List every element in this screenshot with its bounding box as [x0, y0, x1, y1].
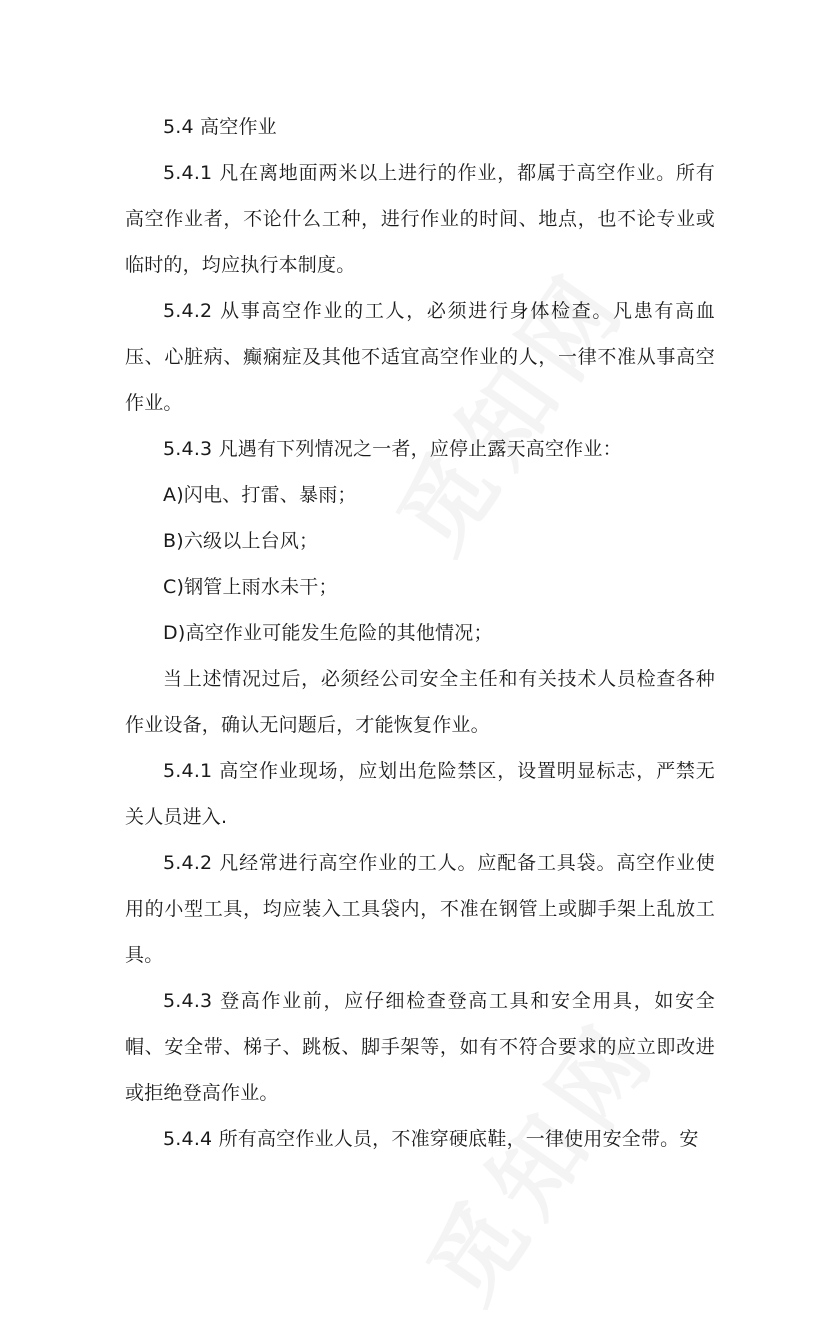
document-body [125, 104, 715, 1162]
section-heading: 5.4 高空作业 [163, 116, 277, 138]
list-item: C)钢管上雨水未干； [163, 576, 338, 598]
paragraph: 5.4.3 登高作业前，应仔细检查登高工具和安全用具，如安全帽、安全带、梯子、跳板、脚手架等，如有不符合要求的应立即改进或拒绝登高作业。 [125, 990, 715, 1104]
paragraph: 当上述情况过后，必须经公司安全主任和有关技术人员检查各种作业设备，确认无问题后，才能恢复作业。 [125, 668, 715, 736]
paragraph: 5.4.1 凡在离地面两米以上进行的作业，都属于高空作业。所有高空作业者，不论什么工种，进行作业的时间、地点，也不论专业或临时的，均应执行本制度。 [125, 162, 715, 276]
list-item: A)闪电、打雷、暴雨； [163, 484, 357, 506]
paragraph: 5.4.4 所有高空作业人员，不准穿硬底鞋，一律使用安全带。安 [163, 1128, 699, 1150]
paragraph: 5.4.1 高空作业现场，应划出危险禁区，设置明显标志，严禁无关人员进入. [125, 760, 715, 828]
paragraph: 5.4.3 凡遇有下列情况之一者，应停止露天高空作业： [163, 438, 622, 460]
list-item: B)六级以上台风； [163, 530, 319, 552]
list-item: D)高空作业可能发生危险的其他情况； [163, 622, 493, 644]
paragraph: 5.4.2 凡经常进行高空作业的工人。应配备工具袋。高空作业使用的小型工具，均应装入工具袋内，不准在钢管上或脚手架上乱放工具。 [125, 852, 715, 966]
paragraph: 5.4.2 从事高空作业的工人，必须进行身体检查。凡患有高血压、心脏病、癫痫症及其他不适宜高空作业的人，一律不准从事高空作业。 [125, 300, 715, 414]
